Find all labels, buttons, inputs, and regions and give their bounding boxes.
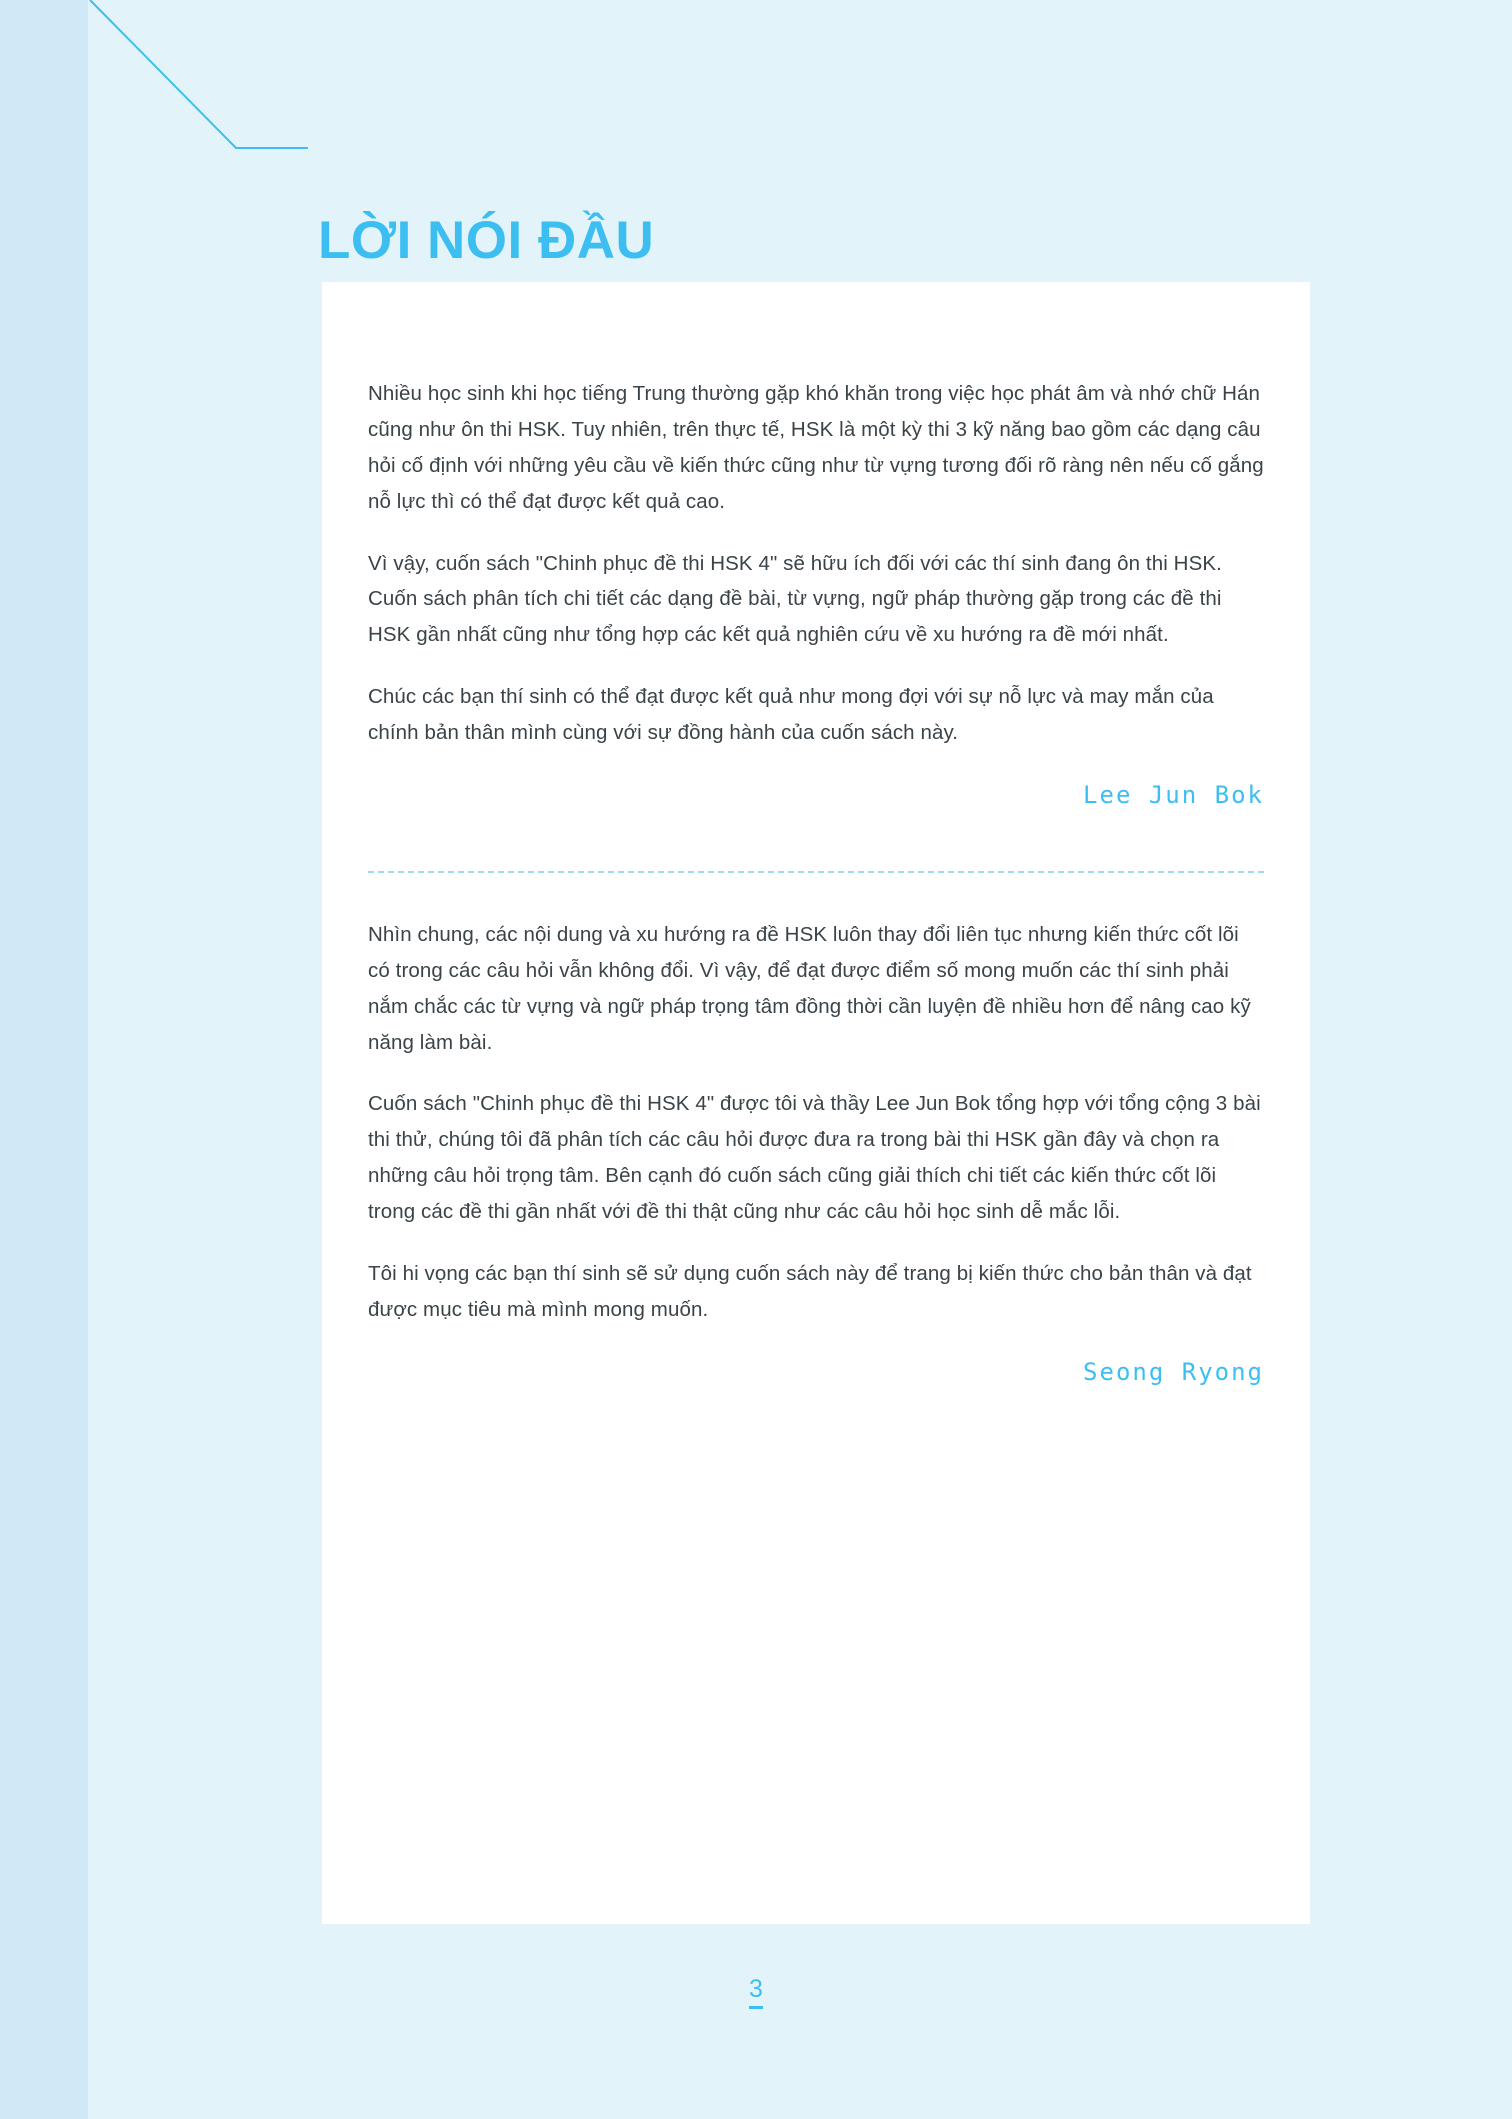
author-signature: Lee Jun Bok	[1083, 780, 1264, 809]
author-signature: Seong Ryong	[1083, 1357, 1264, 1386]
content-body	[368, 376, 1264, 1386]
left-accent-bar	[0, 0, 88, 2119]
preface-section-two	[368, 917, 1264, 1386]
paragraph: Nhìn chung, các nội dung và xu hướng ra đề HSK luôn thay đổi liên tục nhưng kiến thức cốt lõi có trong các câu hỏi vẫn không đổi. Vì vậy, để đạt được điểm số mong muốn các thí sinh phải nắm chắc các từ vựng và ngữ pháp trọng tâm đồng thời cần luyện đề nhiều hơn để nâng cao kỹ năng làm bài.	[368, 922, 1251, 1054]
page-number	[0, 1975, 1512, 2004]
section-divider	[368, 871, 1264, 873]
page-number-value: 3	[749, 1975, 763, 2009]
paragraph: Nhiều học sinh khi học tiếng Trung thường gặp khó khăn trong việc học phát âm và nhớ chữ Hán cũng như ôn thi HSK. Tuy nhiên, trên thực tế, HSK là một kỳ thi 3 kỹ năng bao gồm các dạng câu hỏi cố định với những yêu cầu về kiến thức cũng như từ vựng tương đối rõ ràng nên nếu cố gắng nỗ lực thì có thể đạt được kết quả cao.	[368, 382, 1264, 513]
content-card	[322, 282, 1310, 1924]
paragraph: Tôi hi vọng các bạn thí sinh sẽ sử dụng cuốn sách này để trang bị kiến thức cho bản thân và đạt được mục tiêu mà mình mong muốn.	[368, 1261, 1252, 1321]
decorative-diagonal-line	[88, 0, 308, 190]
page-title: LỜI NÓI ĐẦU	[318, 210, 655, 270]
paragraph: Chúc các bạn thí sinh có thể đạt được kết quả như mong đợi với sự nỗ lực và may mắn của chính bản thân mình cùng với sự đồng hành của cuốn sách này.	[368, 685, 1214, 744]
preface-section-one	[368, 376, 1264, 809]
paragraph: Cuốn sách "Chinh phục đề thi HSK 4" được tôi và thầy Lee Jun Bok tổng hợp với tổng cộng 3 bài thi thử, chúng tôi đã phân tích các câu hỏi được đưa ra trong bài thi HSK gần đây và chọn ra những câu hỏi trọng tâm. Bên cạnh đó cuốn sách cũng giải thích chi tiết các kiến thức cốt lõi trong các đề thi gần nhất với đề thi thật cũng như các câu hỏi học sinh dễ mắc lỗi.	[368, 1092, 1261, 1223]
paragraph: Vì vậy, cuốn sách "Chinh phục đề thi HSK 4" sẽ hữu ích đối với các thí sinh đang ôn thi HSK. Cuốn sách phân tích chi tiết các dạng đề bài, từ vựng, ngữ pháp thường gặp trong các đề thi HSK gần nhất cũng như tổng hợp các kết quả nghiên cứu về xu hướng ra đề mới nhất.	[368, 551, 1222, 647]
